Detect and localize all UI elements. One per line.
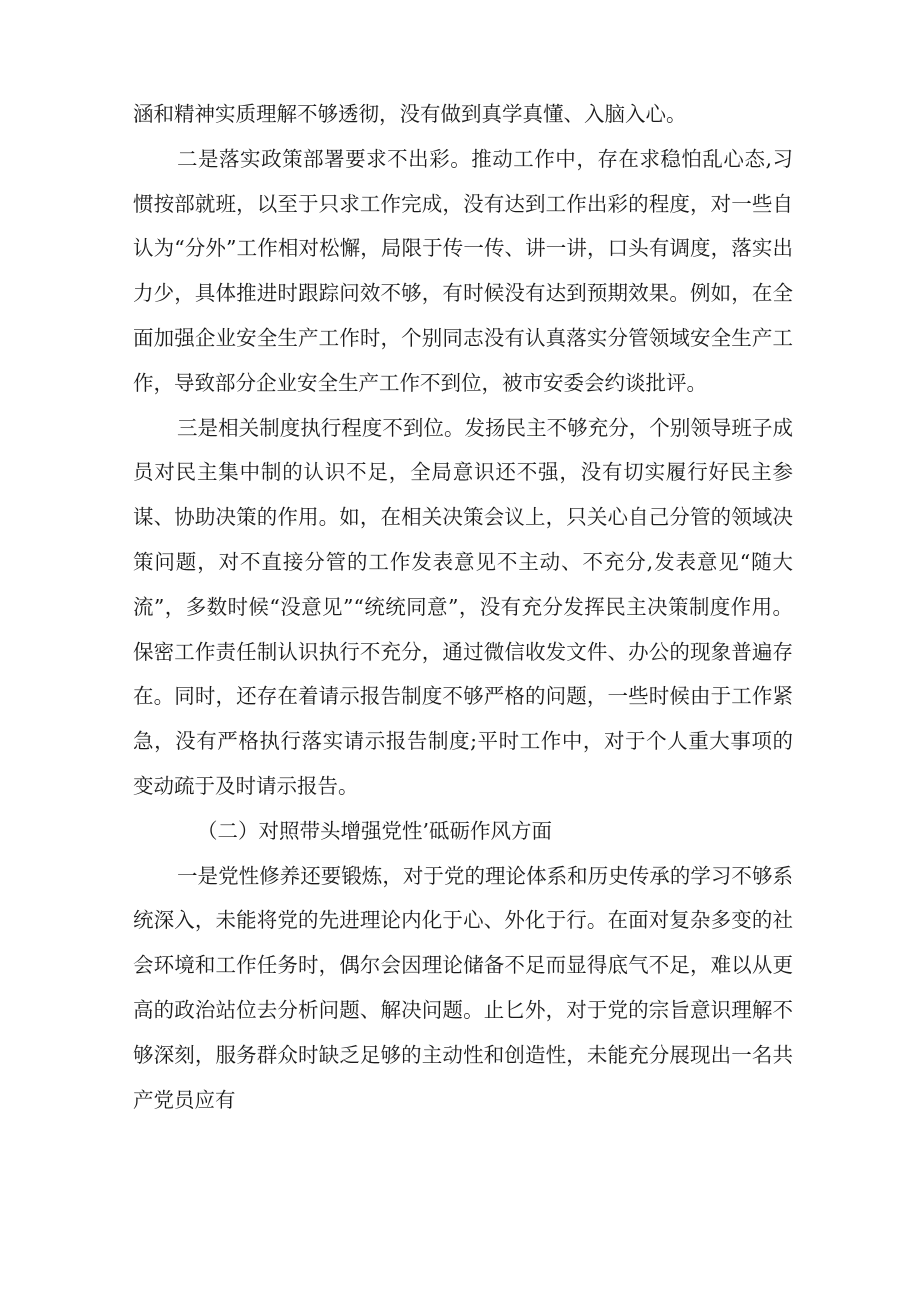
document-body (133, 92, 793, 1122)
paragraph-policy-implementation: 二是落实政策部署要求不出彩。推动工作中，存在求稳怕乱心态,习惯按部就班，以至于只求工作完成，没有达到工作出彩的程度，对一些自认为“分外”工作相对松懈，局限于传一传、讲一讲，口头有调度，落实出力少，具体推进时跟踪问效不够，有时候没有达到预期效果。例如，在全面加强企业安全生产工作时，个别同志没有认真落实分管领域安全生产工作，导致部分企业安全生产工作不到位，被市安委会约谈批评。 (133, 146, 793, 395)
paragraph-system-execution: 三是相关制度执行程度不到位。发扬民主不够充分，个别领导班子成员对民主集中制的认识不足，全局意识还不强，没有切实履行好民主参谋、协助决策的作用。如，在相关决策会议上，只关心自己分管的领域决策问题，对不直接分管的工作发表意见不主动、不充分,发表意见“随大流”，多数时候“没意见”“统统同意”，没有充分发挥民主决策制度作用。保密工作责任制认识执行不充分，通过微信收发文件、办公的现象普遍存在。同时，还存在着请示报告制度不够严格的问题，一些时候由于工作紧急，没有严格执行落实请示报告制度;平时工作中，对于个人重大事项的变动疏于及时请示报告。 (133, 415, 793, 798)
paragraph-party-cultivation: 一是党性修养还要锻炼，对于党的理论体系和历史传承的学习不够系统深入，未能将党的先进理论内化于心、外化于行。在面对复杂多变的社会环境和工作任务时，偶尔会因理论储备不足而显得底气不足，难以从更高的政治站位去分析问题、解决问题。止匕外，对于党的宗旨意识理解不够深刻，服务群众时缺乏足够的主动性和创造性，未能充分展现出一名共产党员应有 (133, 863, 793, 1112)
paragraph-continuation: 涵和精神实质理解不够透彻，没有做到真学真懂、入脑入心。 (133, 102, 687, 126)
section-heading: （二）对照带头增强党性’砥砺作风方面 (197, 818, 553, 843)
